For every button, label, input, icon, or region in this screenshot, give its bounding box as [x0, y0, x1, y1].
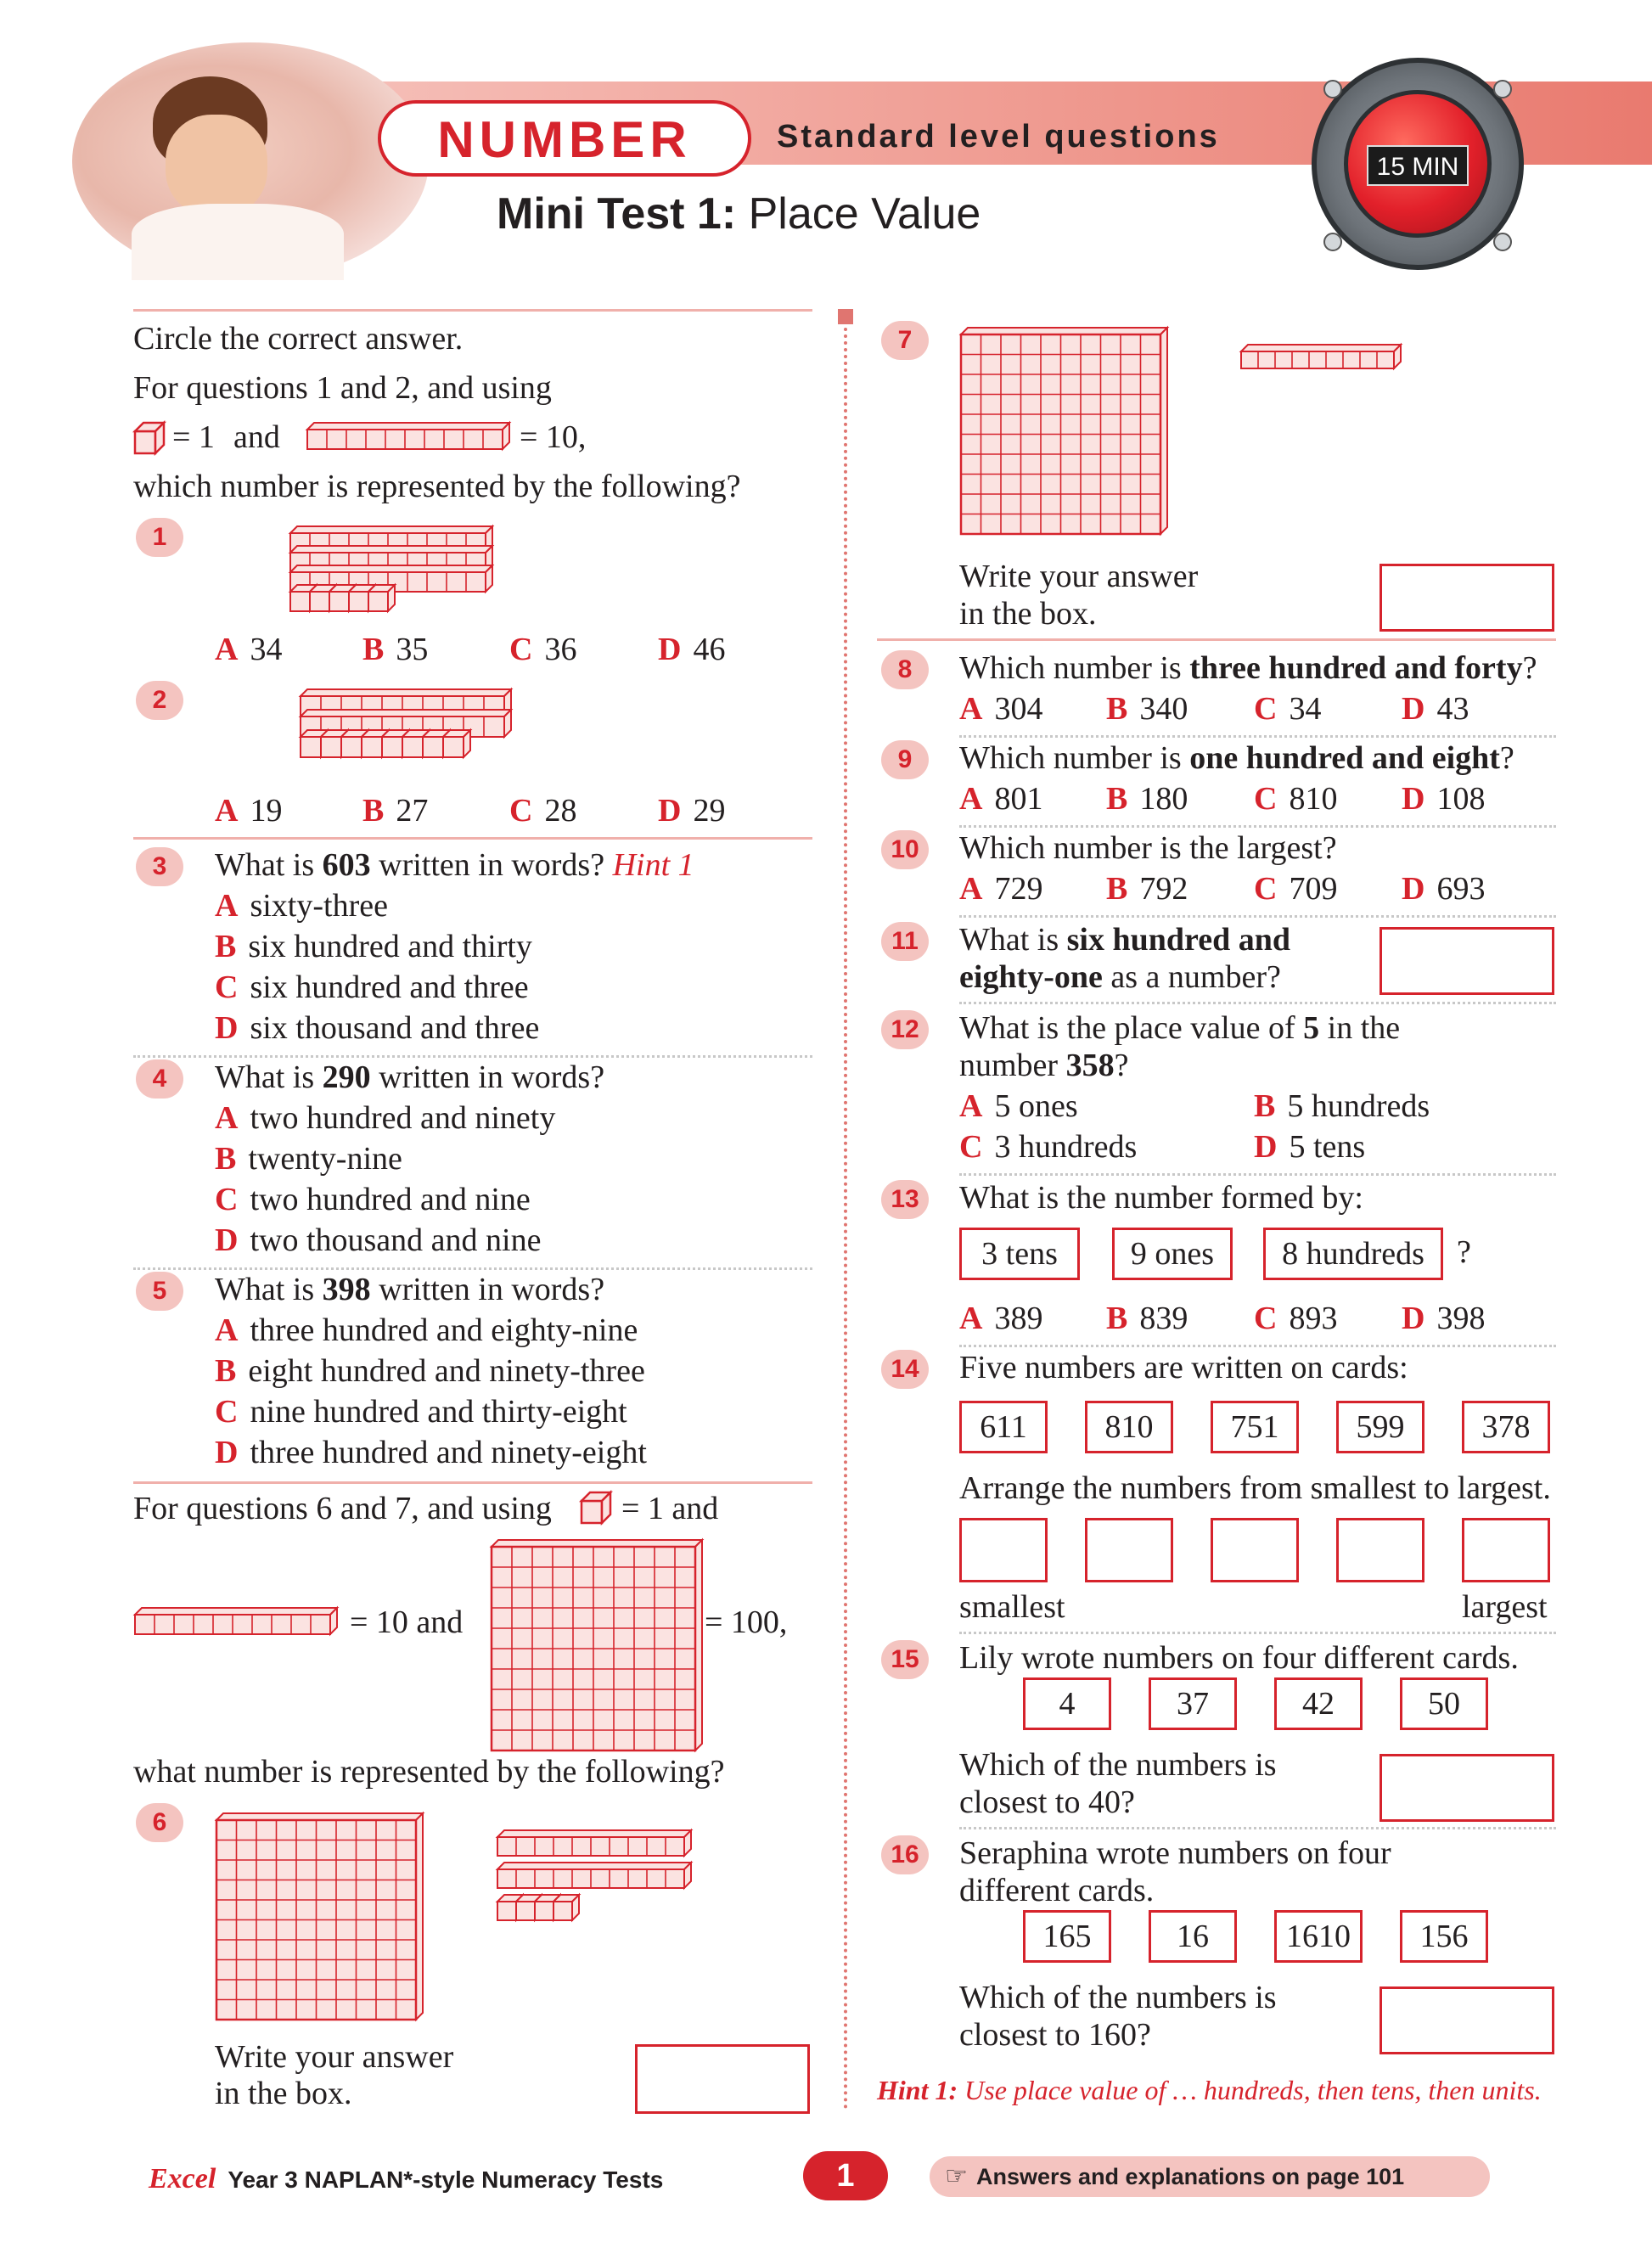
q4-text: What is 290 written in words?	[215, 1059, 605, 1095]
q8-option-c[interactable]: C 34	[1254, 691, 1322, 727]
divider-marker	[838, 309, 853, 324]
screw-icon	[1493, 80, 1512, 98]
stopwatch-face	[1344, 90, 1492, 238]
q5-option-c[interactable]: C nine hundred and thirty-eight	[215, 1394, 627, 1430]
q15-answer-box[interactable]	[1379, 1754, 1554, 1822]
screw-icon	[1323, 80, 1342, 98]
eq-ten: = 10,	[520, 419, 587, 455]
q2-option-d[interactable]: D 29	[658, 793, 726, 829]
unit-cube-icon	[133, 421, 167, 455]
q14-answer-box-4[interactable]	[1336, 1518, 1424, 1582]
question-number: 9	[881, 740, 929, 779]
title-prefix: Mini Test 1:	[497, 189, 737, 239]
q9-text: Which number is one hundred and eight?	[959, 740, 1514, 776]
series-title: Year 3 NAPLAN*-style Numeracy Tests	[228, 2166, 664, 2193]
q6-ten-rods	[496, 1827, 708, 1925]
hint-label: Hint 1:	[877, 2075, 958, 2105]
q8-option-d[interactable]: D 43	[1402, 691, 1469, 727]
separator	[959, 735, 1556, 738]
q11-text-line1: What is six hundred and	[959, 922, 1290, 958]
separator	[959, 1827, 1556, 1829]
q5-option-d[interactable]: D three hundred and ninety-eight	[215, 1435, 647, 1470]
separator	[959, 1002, 1556, 1004]
intro67-question: what number is represented by the following?	[133, 1754, 725, 1790]
page-number: 1	[803, 2151, 888, 2200]
screw-icon	[1493, 233, 1512, 251]
q12-option-a[interactable]: A 5 ones	[959, 1088, 1078, 1124]
q3-option-b[interactable]: B six hundred and thirty	[215, 929, 532, 964]
q13-card: 9 ones	[1112, 1228, 1233, 1280]
q1-blocks-figure	[289, 525, 501, 620]
smallest-label: smallest	[959, 1589, 1065, 1625]
q16-ask-line2: closest to 160?	[959, 2017, 1151, 2053]
q16-text-line1: Seraphina wrote numbers on four	[959, 1835, 1391, 1871]
question-number: 16	[881, 1835, 929, 1874]
q14-instruction: Arrange the numbers from smallest to largest.	[959, 1470, 1551, 1506]
q2-option-a[interactable]: A 19	[215, 793, 283, 829]
q2-option-c[interactable]: C 28	[509, 793, 577, 829]
unit-cube-icon	[580, 1491, 614, 1525]
question-number: 2	[136, 681, 183, 720]
q10-text: Which number is the largest?	[959, 830, 1337, 866]
question-number: 11	[881, 922, 929, 961]
q7-answer-box[interactable]	[1379, 564, 1554, 632]
q13-card: 3 tens	[959, 1228, 1080, 1280]
eq-one: = 1	[172, 419, 215, 455]
topic-pill	[378, 100, 751, 177]
eq-hundred: = 100,	[705, 1604, 788, 1640]
q16-card: 165	[1023, 1910, 1111, 1963]
topic-label: NUMBER	[437, 111, 692, 168]
hundred-flat-icon	[490, 1538, 711, 1744]
question-number: 6	[136, 1803, 183, 1842]
title-main: Place Value	[748, 189, 981, 239]
q10-option-d[interactable]: D 693	[1402, 871, 1486, 907]
q15-ask-line2: closest to 40?	[959, 1784, 1135, 1820]
q1-option-b[interactable]: B 35	[362, 632, 429, 667]
q13-option-c[interactable]: C 893	[1254, 1301, 1338, 1336]
q6-answer-box[interactable]	[635, 2044, 810, 2114]
q14-card: 599	[1336, 1401, 1424, 1453]
question-number: 13	[881, 1180, 929, 1219]
intro-text: For questions 1 and 2, and using	[133, 370, 552, 406]
q14-card: 751	[1211, 1401, 1299, 1453]
q3-option-d[interactable]: D six thousand and three	[215, 1010, 540, 1046]
q13-card: 8 hundreds	[1263, 1228, 1443, 1280]
q5-option-a[interactable]: A three hundred and eighty-nine	[215, 1312, 638, 1348]
q6-write-line1: Write your answer	[215, 2039, 454, 2075]
eq-one: = 1 and	[621, 1491, 719, 1526]
q1-option-a[interactable]: A 34	[215, 632, 283, 667]
q6-hundred-flat	[215, 1812, 427, 2019]
q10-option-b[interactable]: B 792	[1106, 871, 1188, 907]
q15-card: 42	[1274, 1677, 1363, 1730]
largest-label: largest	[1462, 1589, 1548, 1625]
q16-ask-line1: Which of the numbers is	[959, 1980, 1277, 2015]
q16-text-line2: different cards.	[959, 1873, 1155, 1908]
q15-card: 4	[1023, 1677, 1111, 1730]
q14-card: 611	[959, 1401, 1048, 1453]
question-number: 4	[136, 1059, 183, 1099]
boy-shirt	[132, 204, 344, 280]
q9-option-b[interactable]: B 180	[1106, 781, 1188, 817]
separator	[959, 915, 1556, 918]
q15-ask-line1: Which of the numbers is	[959, 1747, 1277, 1783]
q5-option-b[interactable]: B eight hundred and ninety-three	[215, 1353, 645, 1389]
q16-card: 1610	[1274, 1910, 1363, 1963]
stopwatch-icon	[1312, 58, 1524, 270]
q9-option-a[interactable]: A 801	[959, 781, 1043, 817]
instruction: Circle the correct answer.	[133, 321, 464, 357]
q13-qmark: ?	[1457, 1234, 1471, 1270]
question-number: 5	[136, 1272, 183, 1311]
q16-card: 16	[1149, 1910, 1237, 1963]
intro-question: which number is represented by the following?	[133, 469, 741, 504]
q16-card: 156	[1400, 1910, 1488, 1963]
q10-option-a[interactable]: A 729	[959, 871, 1043, 907]
q13-option-d[interactable]: D 398	[1402, 1301, 1486, 1336]
q8-text: Which number is three hundred and forty?	[959, 650, 1537, 686]
q1-option-c[interactable]: C 36	[509, 632, 577, 667]
hint-note	[877, 2075, 1542, 2106]
separator	[959, 1173, 1556, 1176]
q7-write-line1: Write your answer	[959, 559, 1199, 594]
q7-ten-rod	[1239, 343, 1409, 377]
q16-answer-box[interactable]	[1379, 1986, 1554, 2054]
q12-text-line2: number 358?	[959, 1048, 1129, 1083]
ten-rod-icon	[133, 1606, 341, 1640]
hint-link[interactable]: Hint 1	[612, 847, 694, 883]
q15-card: 37	[1149, 1677, 1237, 1730]
q7-write-line2: in the box.	[959, 596, 1097, 632]
question-number: 7	[881, 321, 929, 360]
header-photo	[72, 42, 429, 280]
separator	[959, 1632, 1556, 1634]
separator	[959, 1345, 1556, 1347]
answers-link[interactable]	[930, 2156, 1490, 2197]
q9-option-d[interactable]: D 108	[1402, 781, 1486, 817]
q12-option-b[interactable]: B 5 hundreds	[1254, 1088, 1430, 1124]
rule	[133, 837, 812, 840]
separator	[959, 825, 1556, 828]
q12-option-c[interactable]: C 3 hundreds	[959, 1129, 1138, 1165]
question-number: 12	[881, 1010, 929, 1049]
q4-option-a[interactable]: A two hundred and ninety	[215, 1100, 556, 1136]
level-label: Standard level questions	[777, 119, 1220, 155]
question-number: 15	[881, 1640, 929, 1679]
answers-text: Answers and explanations on page 101	[976, 2164, 1405, 2189]
q4-option-b[interactable]: B twenty-nine	[215, 1141, 402, 1177]
and-text: and	[233, 419, 280, 455]
q1-option-d[interactable]: D 46	[658, 632, 726, 667]
q9-option-c[interactable]: C 810	[1254, 781, 1338, 817]
q7-hundred-flat	[959, 326, 1172, 533]
q13-text: What is the number formed by:	[959, 1180, 1363, 1216]
q3-option-a[interactable]: A sixty-three	[215, 888, 388, 924]
q3-option-c[interactable]: C six hundred and three	[215, 969, 529, 1005]
q14-answer-box-2[interactable]	[1085, 1518, 1173, 1582]
q4-option-c[interactable]: C two hundred and nine	[215, 1182, 531, 1217]
ten-rod-icon	[306, 421, 514, 455]
rule	[133, 1481, 812, 1484]
q14-answer-box-5[interactable]	[1462, 1518, 1550, 1582]
eq-ten: = 10 and	[350, 1604, 464, 1640]
column-divider	[844, 328, 847, 2110]
q8-option-a[interactable]: A 304	[959, 691, 1043, 727]
q13-option-b[interactable]: B 839	[1106, 1301, 1188, 1336]
question-number: 14	[881, 1350, 929, 1389]
q15-card: 50	[1400, 1677, 1488, 1730]
q14-card: 810	[1085, 1401, 1173, 1453]
question-number: 3	[136, 847, 183, 886]
q14-text: Five numbers are written on cards:	[959, 1350, 1408, 1385]
q12-text-line1: What is the place value of 5 in the	[959, 1010, 1401, 1046]
rule	[133, 309, 812, 312]
q2-blocks-figure	[299, 688, 545, 773]
question-number: 10	[881, 830, 929, 869]
q5-text: What is 398 written in words?	[215, 1272, 605, 1307]
intro67-text: For questions 6 and 7, and using	[133, 1491, 552, 1526]
boy-face	[166, 115, 267, 216]
q14-answer-box-3[interactable]	[1211, 1518, 1299, 1582]
q15-text: Lily wrote numbers on four different cards.	[959, 1640, 1519, 1676]
hint-text: Use place value of … hundreds, then tens, then units.	[964, 2075, 1542, 2105]
brand-logo: Excel	[149, 2163, 216, 2194]
rule	[877, 638, 1556, 641]
timer-display: 15 MIN	[1367, 145, 1469, 186]
q14-card: 378	[1462, 1401, 1550, 1453]
q11-answer-box[interactable]	[1379, 927, 1554, 995]
page-title	[497, 188, 981, 239]
q6-write-line2: in the box.	[215, 2076, 352, 2111]
q8-option-b[interactable]: B 340	[1106, 691, 1188, 727]
pointing-hand-icon: ☞	[945, 2162, 968, 2190]
q11-text-line2: eighty-one as a number?	[959, 959, 1281, 995]
screw-icon	[1323, 233, 1342, 251]
q3-text: What is 603 written in words? Hint 1	[215, 847, 694, 883]
q13-option-a[interactable]: A 389	[959, 1301, 1043, 1336]
footer-brand	[149, 2163, 663, 2195]
question-number: 1	[136, 518, 183, 557]
q4-option-d[interactable]: D two thousand and nine	[215, 1222, 542, 1258]
q2-option-b[interactable]: B 27	[362, 793, 429, 829]
q10-option-c[interactable]: C 709	[1254, 871, 1338, 907]
q14-answer-box-1[interactable]	[959, 1518, 1048, 1582]
q12-option-d[interactable]: D 5 tens	[1254, 1129, 1366, 1165]
question-number: 8	[881, 650, 929, 689]
